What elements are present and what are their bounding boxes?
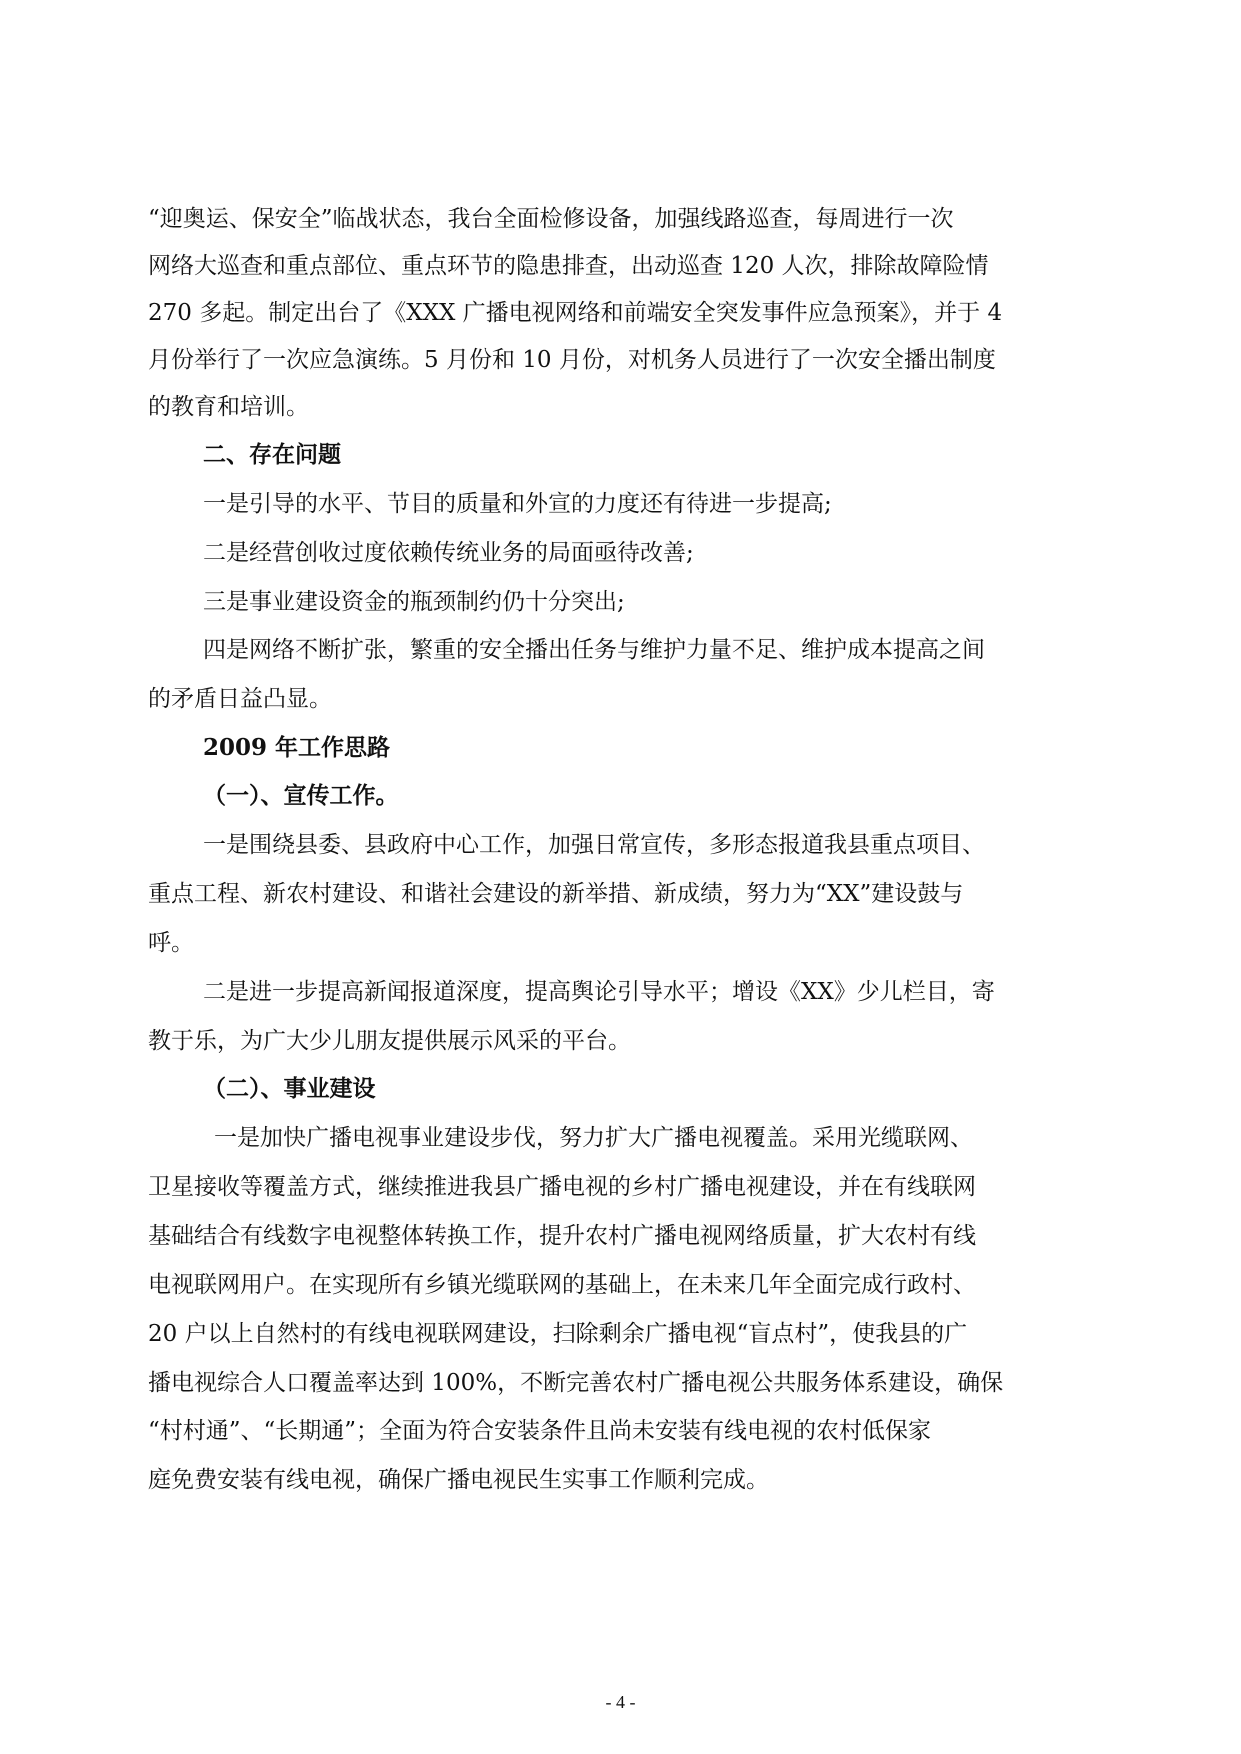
page-number: - 4 - <box>605 1692 636 1712</box>
body-text-line: 一是加快广播电视事业建设步伐，努力扩大广播电视覆盖。采用光缆联网、 <box>214 1125 973 1151</box>
body-text-line: 月份举行了一次应急演练。5 月份和 10 月份，对机务人员进行了一次安全播出制度 <box>148 347 996 373</box>
section-heading: 二、存在问题 <box>203 441 341 468</box>
body-text-line: 播电视综合人口覆盖率达到 100%，不断完善农村广播电视公共服务体系建设，确保 <box>148 1370 1004 1396</box>
subsection-heading: （一）、宣传工作。 <box>203 782 399 809</box>
body-text-line: 四是网络不断扩张，繁重的安全播出任务与维护力量不足、维护成本提高之间 <box>203 637 985 663</box>
body-text-line: 重点工程、新农村建设、和谐社会建设的新举措、新成绩，努力为“XX”建设鼓与 <box>148 881 964 907</box>
body-text-line: 一是围绕县委、县政府中心工作，加强日常宣传，多形态报道我县重点项目、 <box>203 832 985 858</box>
body-text-line: 网络大巡查和重点部位、重点环节的隐患排查，出动巡查 120 人次，排除故障险情 <box>148 253 989 279</box>
body-text-line: 呼。 <box>148 930 194 956</box>
subsection-heading: （二）、事业建设 <box>203 1075 376 1102</box>
body-text-line: 270 多起。制定出台了《XXX 广播电视网络和前端安全突发事件应急预案》，并于 4 <box>148 300 1003 326</box>
body-text-line: 卫星接收等覆盖方式，继续推进我县广播电视的乡村广播电视建设，并在有线联网 <box>148 1174 976 1200</box>
body-text-line: 基础结合有线数字电视整体转换工作，提升农村广播电视网络质量，扩大农村有线 <box>148 1223 976 1249</box>
body-text-line: 二是经营创收过度依赖传统业务的局面亟待改善; <box>203 540 694 566</box>
body-text-line: “村村通”、“长期通”；全面为符合安装条件且尚未安装有线电视的农村低保家 <box>148 1418 932 1444</box>
body-text-line: 一是引导的水平、节目的质量和外宣的力度还有待进一步提高; <box>203 491 832 517</box>
section-heading: 2009 年工作思路 <box>203 734 391 761</box>
body-text-line: 电视联网用户。在实现所有乡镇光缆联网的基础上，在未来几年全面完成行政村、 <box>148 1272 976 1298</box>
body-text-line: 二是进一步提高新闻报道深度，提高舆论引导水平；增设《XX》少儿栏目，寄 <box>203 979 995 1005</box>
body-text-line: 的教育和培训。 <box>148 394 309 420</box>
body-text-line: 教于乐，为广大少儿朋友提供展示风采的平台。 <box>148 1028 631 1054</box>
body-text-line: 庭免费安装有线电视，确保广播电视民生实事工作顺利完成。 <box>148 1467 769 1493</box>
body-text-line: 20 户以上自然村的有线电视联网建设，扫除剩余广播电视“盲点村”，使我县的广 <box>148 1321 968 1347</box>
body-text-line: 三是事业建设资金的瓶颈制约仍十分突出; <box>203 589 625 615</box>
body-text-line: “迎奥运、保安全”临战状态，我台全面检修设备，加强线路巡查，每周进行一次 <box>148 206 954 232</box>
body-text-line: 的矛盾日益凸显。 <box>148 686 332 712</box>
